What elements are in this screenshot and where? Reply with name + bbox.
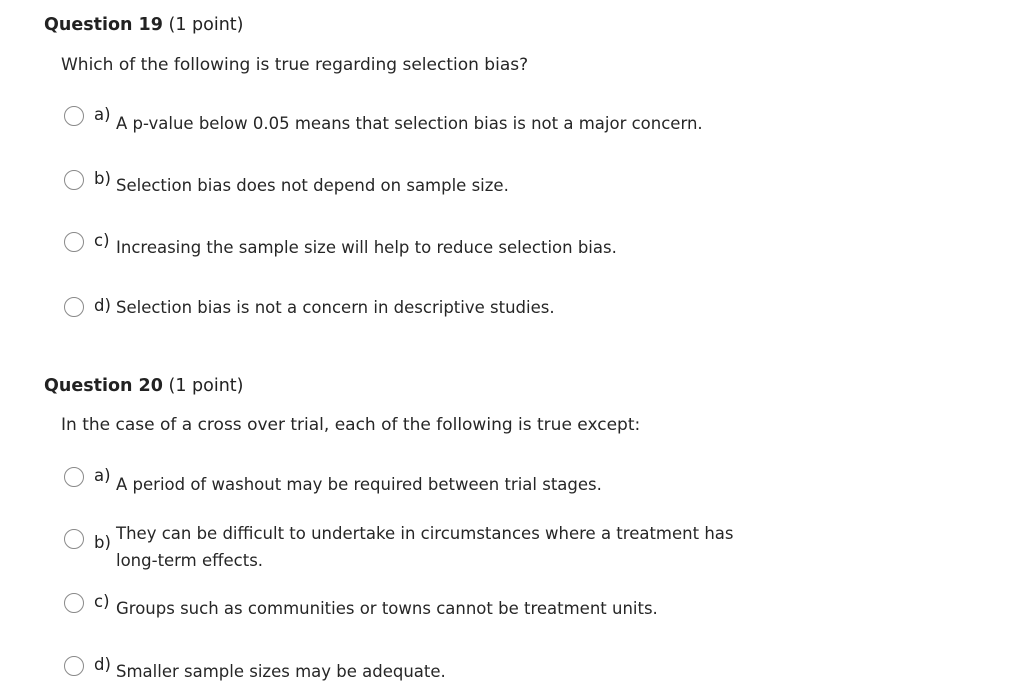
q19-option-c[interactable] bbox=[64, 230, 824, 260]
option-text: A p-value below 0.05 means that selection bias is not a major concern. bbox=[116, 114, 703, 133]
radio-button[interactable] bbox=[64, 467, 84, 487]
option-text-line-1: They can be difficult to undertake in circumstances where a treatment has bbox=[116, 524, 734, 543]
option-text: Increasing the sample size will help to reduce selection bias. bbox=[116, 238, 617, 257]
radio-button[interactable] bbox=[64, 297, 84, 317]
option-letter: a) bbox=[94, 466, 111, 485]
option-letter: b) bbox=[94, 169, 111, 188]
question-19-prompt: Which of the following is true regarding selection bias? bbox=[61, 55, 529, 75]
q20-option-a[interactable] bbox=[64, 465, 824, 495]
q19-option-b[interactable] bbox=[64, 168, 824, 198]
question-20-title bbox=[44, 376, 243, 396]
option-letter: d) bbox=[94, 296, 111, 315]
radio-button[interactable] bbox=[64, 106, 84, 126]
q19-option-d[interactable] bbox=[64, 295, 824, 325]
question-label: Question 20 bbox=[44, 376, 163, 396]
radio-button[interactable] bbox=[64, 170, 84, 190]
question-points: (1 point) bbox=[168, 15, 244, 35]
radio-button[interactable] bbox=[64, 529, 84, 549]
option-letter: d) bbox=[94, 655, 111, 674]
radio-button[interactable] bbox=[64, 656, 84, 676]
option-letter: a) bbox=[94, 105, 111, 124]
q20-option-d[interactable] bbox=[64, 654, 824, 684]
option-text: Selection bias does not depend on sample size. bbox=[116, 176, 509, 195]
option-text: A period of washout may be required between trial stages. bbox=[116, 475, 602, 494]
question-label: Question 19 bbox=[44, 15, 163, 35]
option-letter: b) bbox=[94, 533, 111, 552]
option-text: Smaller sample sizes may be adequate. bbox=[116, 662, 446, 681]
option-letter: c) bbox=[94, 592, 110, 611]
option-text-line-2: long-term effects. bbox=[116, 551, 264, 570]
q19-option-a[interactable] bbox=[64, 104, 824, 134]
option-text: Selection bias is not a concern in descriptive studies. bbox=[116, 298, 555, 317]
option-letter: c) bbox=[94, 231, 110, 250]
radio-button[interactable] bbox=[64, 593, 84, 613]
question-20-prompt: In the case of a cross over trial, each of the following is true except: bbox=[61, 415, 641, 435]
question-19-title bbox=[44, 15, 243, 35]
radio-button[interactable] bbox=[64, 232, 84, 252]
option-text: Groups such as communities or towns cannot be treatment units. bbox=[116, 599, 658, 618]
q20-option-c[interactable] bbox=[64, 591, 824, 621]
q20-option-b[interactable] bbox=[64, 519, 824, 575]
question-points: (1 point) bbox=[168, 376, 244, 396]
